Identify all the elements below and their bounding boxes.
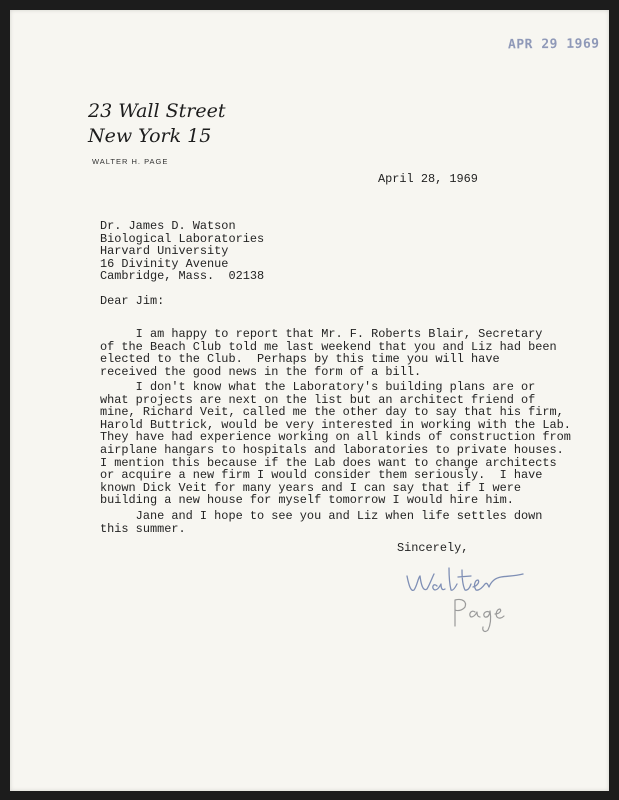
text-line: Jane and I hope to see you and Liz when life settles down <box>100 509 543 523</box>
text-line: I don't know what the Laboratory's building plans are or <box>100 380 536 394</box>
text-line: mine, Richard Veit, called me the other day to say that his firm, <box>100 405 564 420</box>
text-line: of the Beach Club told me last weekend that you and Liz had been <box>100 339 557 354</box>
address-line: 16 Divinity Avenue <box>100 256 229 271</box>
text-line: or acquire a new firm I would consider them seriously. I have <box>100 468 543 483</box>
text-line: what projects are next on the list but an architect friend of <box>100 392 536 407</box>
text-line: They have had experience working on all kinds of construction from <box>100 430 571 445</box>
text-line: I mention this because if the Lab does want to change architects <box>100 455 557 470</box>
letterhead-city: New York 15 <box>88 125 212 147</box>
handwritten-signature <box>405 562 535 637</box>
text-line: this summer. <box>100 521 186 536</box>
address-line: Cambridge, Mass. 02138 <box>100 269 265 284</box>
text-line: I am happy to report that Mr. F. Roberts Blair, Secretary <box>100 327 543 341</box>
text-line: building a new house for myself tomorrow I would hire him. <box>100 493 514 508</box>
address-line: Dr. James D. Watson <box>100 219 236 233</box>
salutation: Dear Jim: <box>100 294 165 308</box>
letter-date: April 28, 1969 <box>378 172 478 186</box>
received-date-stamp: APR 29 1969 <box>507 36 600 53</box>
signature-last-name <box>455 599 504 631</box>
text-line: known Dick Veit for many years and I can say that if I were <box>100 480 521 495</box>
body-paragraph-3 <box>100 510 542 535</box>
address-line: Biological Laboratories <box>100 231 265 246</box>
closing: Sincerely, <box>397 541 469 555</box>
letterhead-street: 23 Wall Street <box>88 100 226 122</box>
recipient-address <box>100 220 264 283</box>
body-paragraph-1 <box>100 328 557 378</box>
letterhead-name: WALTER H. PAGE <box>92 157 169 166</box>
letter-page <box>10 10 609 791</box>
body-paragraph-2 <box>100 381 571 507</box>
text-line: Harold Buttrick, would be very interested in working with the Lab. <box>100 417 571 432</box>
text-line: airplane hangars to hospitals and laboratories to private houses. <box>100 442 564 457</box>
signature-first-name <box>407 568 523 590</box>
address-line: Harvard University <box>100 244 229 259</box>
text-line: elected to the Club. Perhaps by this time you will have <box>100 352 500 367</box>
text-line: received the good news in the form of a bill. <box>100 364 422 379</box>
